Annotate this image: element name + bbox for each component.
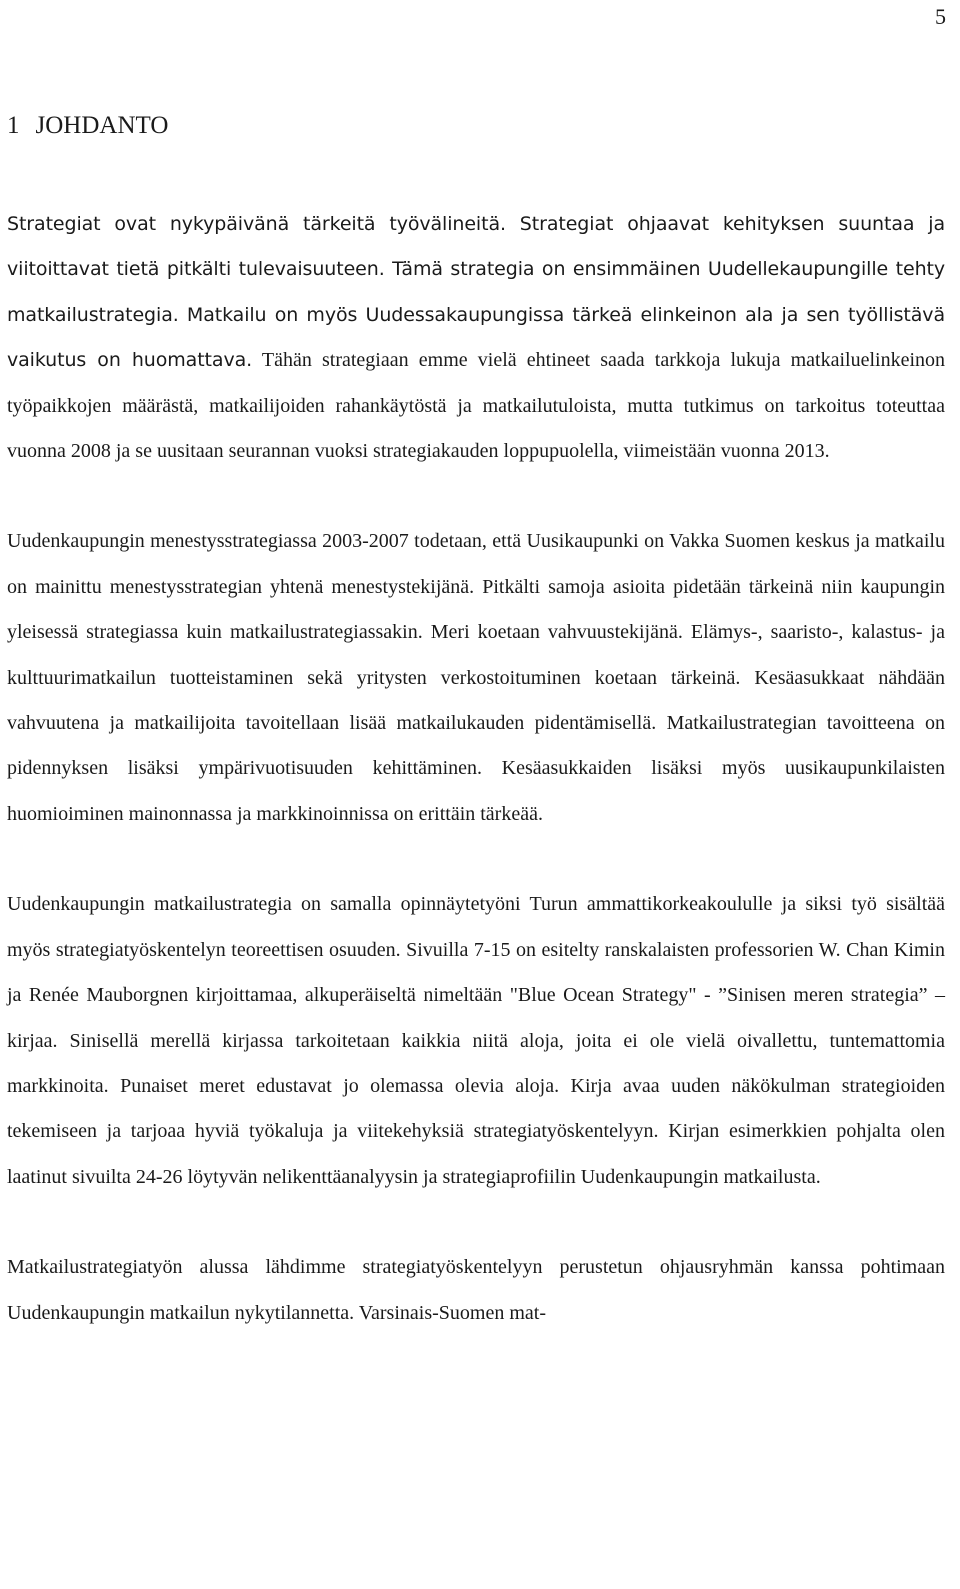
page-number: 5 [935,4,946,29]
document-body [7,104,945,1381]
paragraph-success-strategy: Uudenkaupungin menestysstrategiassa 2003-2007 todetaan, että Uusikaupunki on Vakka Suomen keskus ja matkailu on mainittu menestysstrategian yhtenä menestystekijänä. Pitkälti samoja asioita pidetään tärkeinä niin kaupungin yleisessä strategiassa kuin matkailustrategiassakin. Meri koetaan vahvuustekijänä. Elämys-, saaristo-, kalastus- ja kulttuurimatkailun tuotteistaminen sekä yritysten verkostoituminen koetaan tärkeinä. Kesäasukkaat nähdään vahvuutena ja matkailijoita tavoitellaan lisää matkailukauden pidentämisellä. Matkailustrategian tavoitteena on pidennyksen lisäksi ympärivuotisuuden kehittäminen. Kesäasukkaiden lisäksi myös uusikaupunkilaisten huomioiminen mainonnassa ja markkinoinnissa on erittäin tärkeää. [7,530,945,825]
paragraph-steering-group: Matkailustrategiatyön alussa lähdimme strategiatyöskentelyyn perustetun ohjausryhmän kanssa pohtimaan Uudenkaupungin matkailun nykytilannetta. Varsinais-Suomen mat- [7,1256,945,1324]
paragraph-intro-serif-text: Tähän strategiaan emme vielä ehtineet saada tarkkoja lukuja matkailuelinkeinon työpaikkojen määrästä, matkailijoiden rahankäytöstä ja matkailutuloista, mutta tutkimus on tarkoitus toteuttaa vuonna 2008 ja se uusitaan seurannan vuoksi strategiakauden loppupuolella, viimeistään vuonna 2013. [7,349,945,463]
paragraph-intro [7,202,945,474]
chapter-number: 1 [7,112,20,139]
paragraph-thesis: Uudenkaupungin matkailustrategia on samalla opinnäytetyöni Turun ammattikorkeakoululle ja siksi työ sisältää myös strategiatyöskentelyn teoreettisen osuuden. Sivuilla 7-15 on esitelty ranskalaisten professorien W. Chan Kimin ja Renée Mauborgnen kirjoittamaa, alkuperäiseltä nimeltään "Blue Ocean Strategy" - ”Sinisen meren strategia” – kirjaa. Sinisellä merellä kirjassa tarkoitetaan kaikkia niitä aloja, joita ei ole vielä oivallettu, tuntemattomia markkinoita. Punaiset meret edustavat jo olemassa olevia aloja. Kirja avaa uuden näkökulman strategioiden tekemiseen ja tarjoaa hyviä työkaluja ja viitekehyksiä strategiatyöskentelyyn. Kirjan esimerkkien pohjalta olen laatinut sivuilta 24-26 löytyvän nelikenttäanalyysin ja strategiaprofiilin Uudenkaupungin matkailusta. [7,893,945,1188]
chapter-heading [7,104,945,148]
paragraph-intro-sans-text: Strategiat ovat nykypäivänä tärkeitä työvälineitä. Strategiat ohjaavat kehityksen suuntaa ja viitoittavat tietä pitkälti tulevaisuuteen. Tämä strategia on ensimmäinen Uudellekaupungille tehty matkailustrategia. Matkailu on myös Uudessakaupungissa tärkeä elinkeinon ala ja sen työllistävä vaikutus on huomattava. [7,213,945,372]
chapter-title: JOHDANTO [35,112,169,139]
